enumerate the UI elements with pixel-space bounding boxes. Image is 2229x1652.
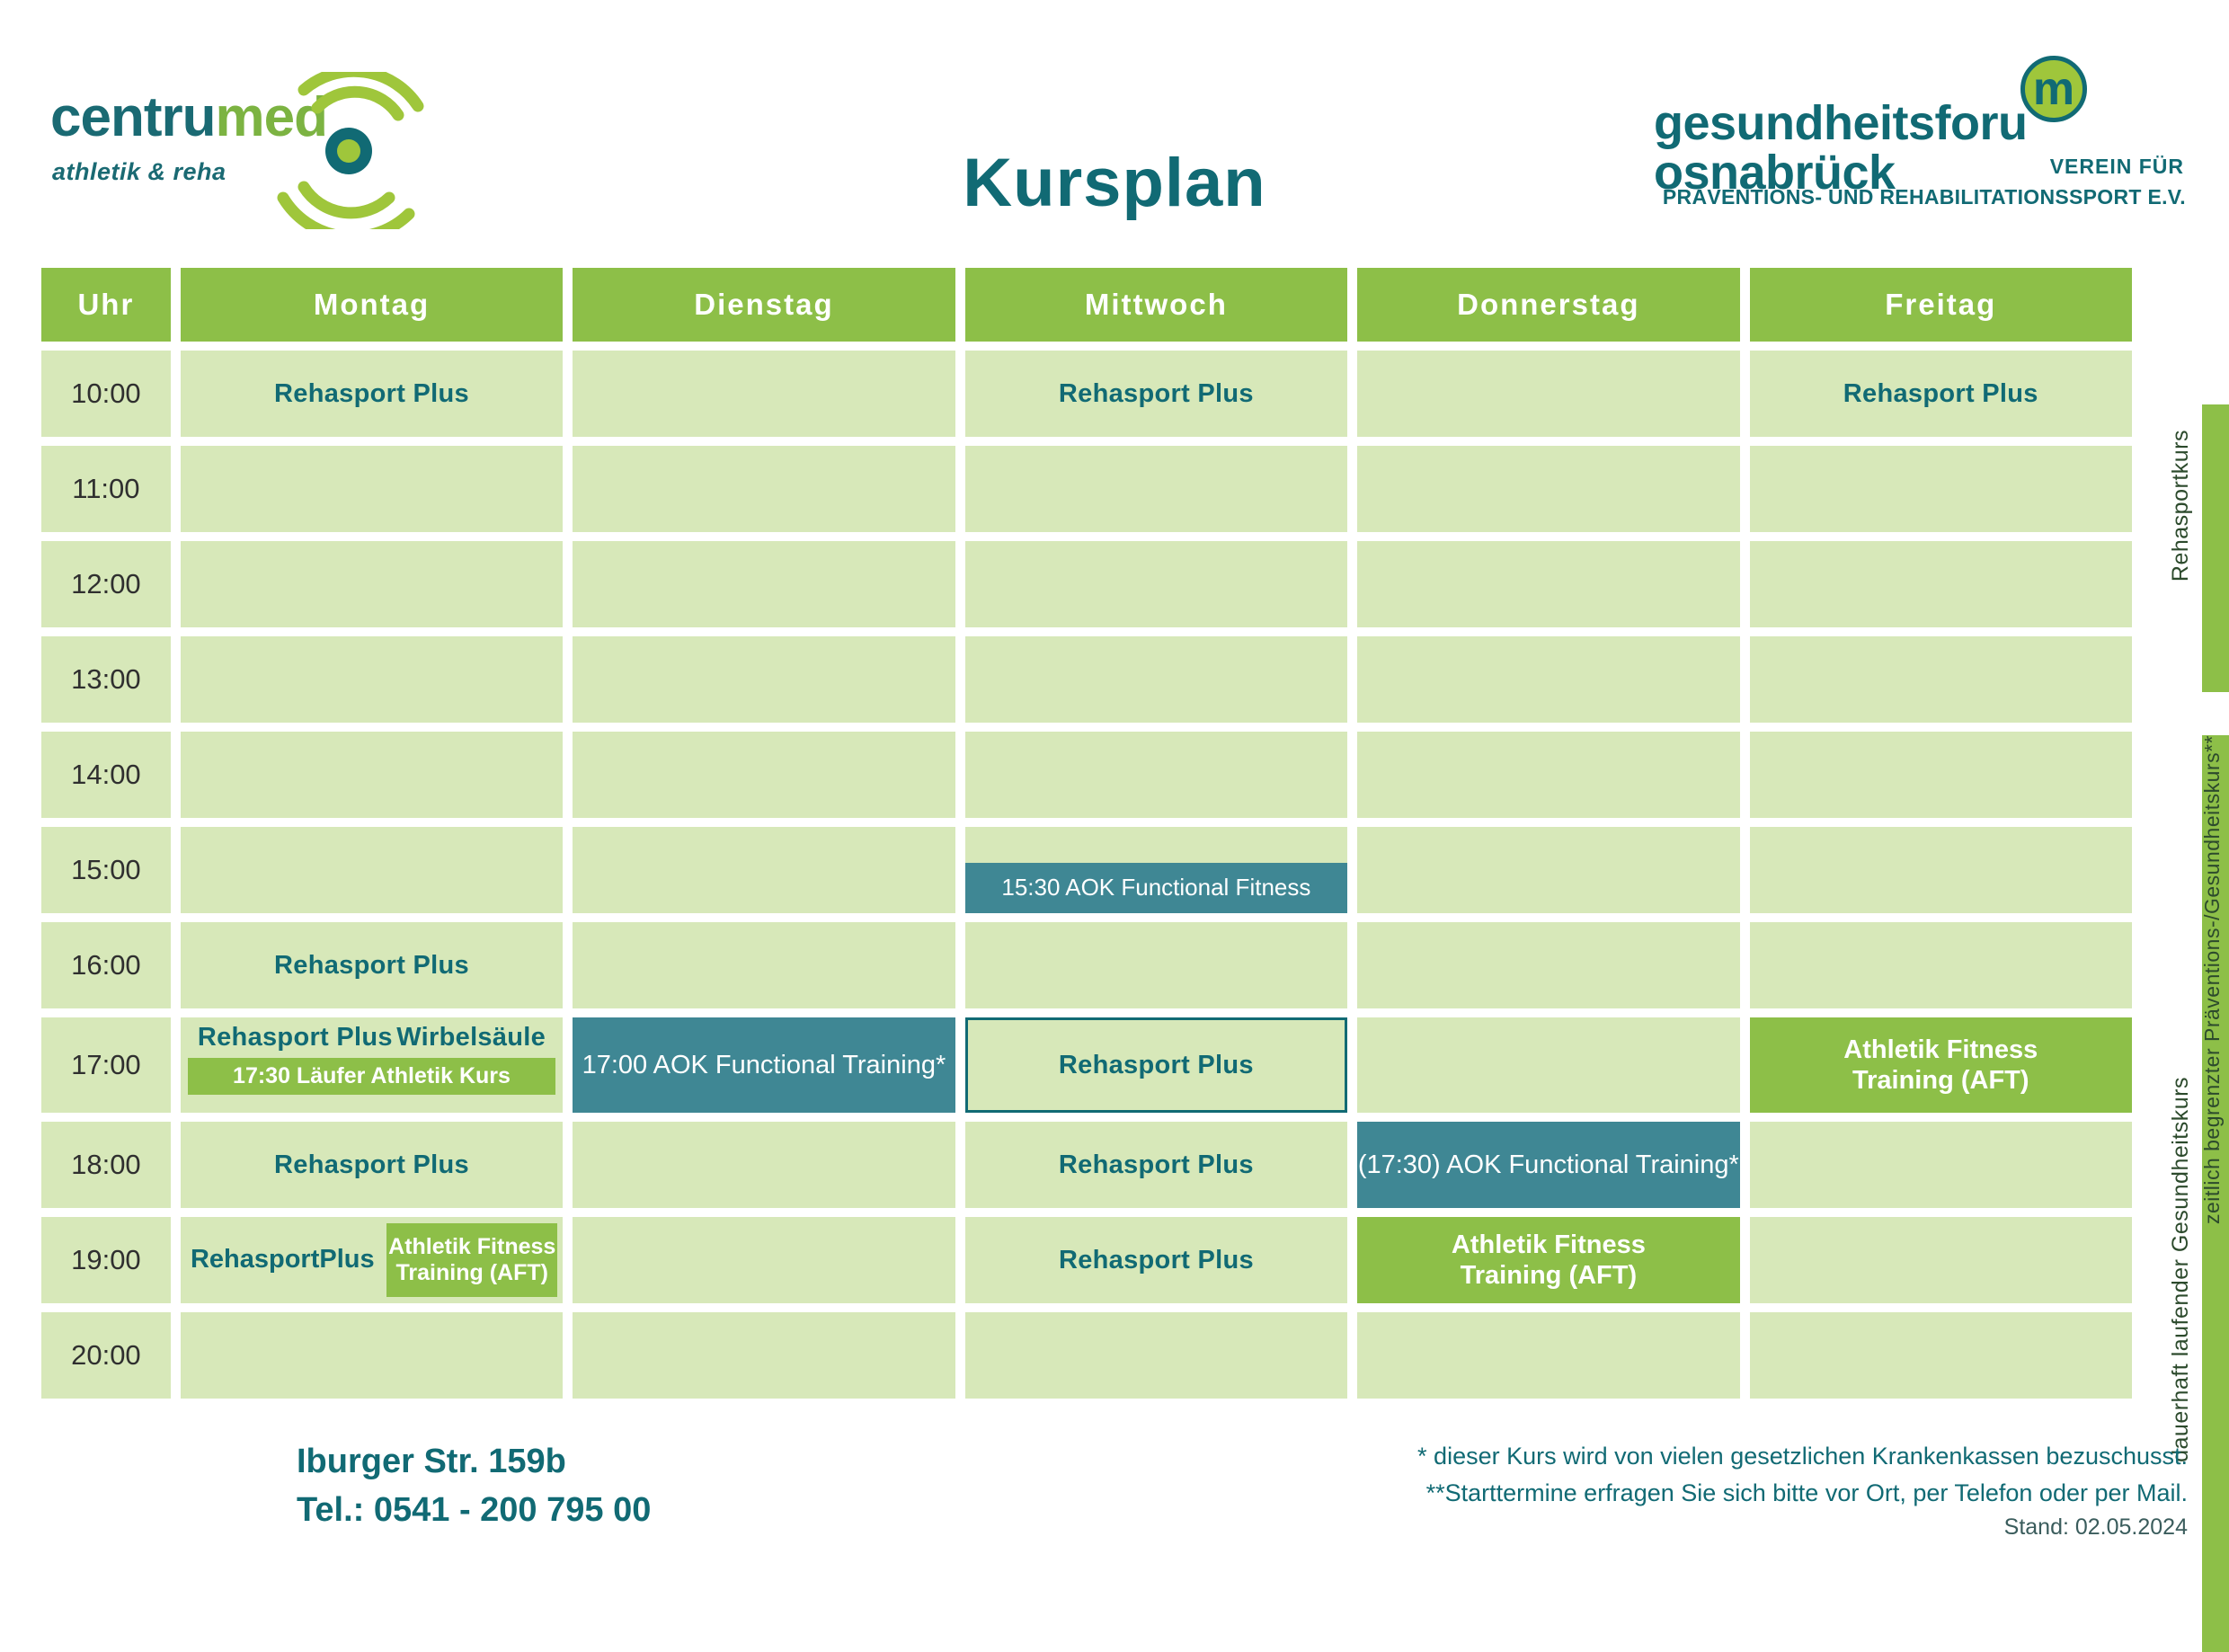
course-label: Rehasport Plus — [274, 950, 469, 980]
slot-mon-1300[interactable] — [181, 636, 563, 723]
gesundheitsforum-logo — [1654, 63, 2193, 209]
column-header-mittwoch: Mittwoch — [965, 268, 1347, 342]
slot-wed-1900[interactable] — [965, 1217, 1347, 1303]
footer-phone: Tel.: 0541 - 200 795 00 — [297, 1490, 652, 1529]
table-row — [41, 351, 2132, 437]
course-label: Rehasport Plus — [197, 1023, 393, 1052]
time-label: 12:00 — [41, 541, 171, 627]
gf-line2: osnabrück — [1654, 146, 1896, 200]
course-label-line2: Training (AFT) — [395, 1260, 548, 1285]
slot-mon-1900[interactable] — [181, 1217, 564, 1303]
slot-mon-1200[interactable] — [181, 541, 563, 627]
slot-thu-1300[interactable] — [1357, 636, 1739, 723]
gf-verein: VEREIN FÜR — [2049, 155, 2184, 178]
footer-address: Iburger Str. 159b — [297, 1443, 566, 1480]
slot-fri-1100[interactable] — [1750, 446, 2132, 532]
slot-tue-1600[interactable] — [573, 922, 955, 1008]
slot-wed-1700[interactable] — [965, 1017, 1348, 1113]
slot-tue-2000[interactable] — [573, 1312, 955, 1399]
time-label: 10:00 — [41, 351, 171, 437]
slot-thu-1900[interactable] — [1357, 1217, 1739, 1303]
schedule-grid — [41, 268, 2132, 1408]
slot-tue-1700[interactable] — [573, 1017, 955, 1113]
slot-fri-1300[interactable] — [1750, 636, 2132, 723]
grid-header-row — [41, 268, 2132, 342]
course-label — [1452, 1230, 1646, 1291]
course-label — [388, 1234, 555, 1287]
slot-wed-1300[interactable] — [965, 636, 1347, 723]
course-label-line1: Rehasport — [190, 1245, 320, 1275]
footer-note-1: * dieser Kurs wird von vielen gesetzlichen Krankenkassen bezuschusst. — [1417, 1443, 2188, 1470]
slot-fri-1500[interactable] — [1750, 827, 2132, 913]
slot-fri-1000[interactable] — [1750, 351, 2132, 437]
slot-fri-1900[interactable] — [1750, 1217, 2132, 1303]
table-row — [41, 446, 2132, 532]
time-label: 18:00 — [41, 1122, 171, 1208]
course-label-line1: Athletik Fitness — [1843, 1035, 2038, 1064]
slot-fri-1600[interactable] — [1750, 922, 2132, 1008]
course-label: Rehasport Plus — [1843, 378, 2038, 408]
slot-wed-1500[interactable] — [965, 827, 1347, 913]
column-header-donnerstag: Donnerstag — [1357, 268, 1739, 342]
time-label: 20:00 — [41, 1312, 171, 1399]
time-label: 13:00 — [41, 636, 171, 723]
course-label-line1: Athletik Fitness — [388, 1233, 556, 1259]
legend — [2150, 268, 2229, 1462]
course-label: Rehasport Plus — [1059, 1245, 1254, 1275]
column-header-montag: Montag — [181, 268, 563, 342]
slot-wed-1400[interactable] — [965, 732, 1347, 818]
table-row — [41, 541, 2132, 627]
slot-mon-1800[interactable] — [181, 1122, 563, 1208]
centrumed-wordmark-part2: med — [215, 86, 327, 148]
footer-stand: Stand: 02.05.2024 — [2003, 1514, 2188, 1540]
course-label-line2: Plus — [319, 1245, 375, 1275]
slot-tue-1000[interactable] — [573, 351, 955, 437]
legend-label-rehasport: Rehasportkurs — [2168, 430, 2193, 582]
course-label — [186, 1245, 379, 1275]
time-label: 16:00 — [41, 922, 171, 1008]
slot-thu-1600[interactable] — [1357, 922, 1739, 1008]
slot-wed-1200[interactable] — [965, 541, 1347, 627]
table-row — [41, 1217, 2132, 1303]
slot-tue-1800[interactable] — [573, 1122, 955, 1208]
slot-wed-1600[interactable] — [965, 922, 1347, 1008]
slot-thu-1200[interactable] — [1357, 541, 1739, 627]
footer-notes — [1417, 1438, 2188, 1545]
course-label: (17:30) AOK Functional Training* — [1357, 1150, 1739, 1179]
column-header-uhr: Uhr — [41, 268, 171, 342]
gf-m-mark: m — [2020, 56, 2087, 122]
course-label: Rehasport Plus — [1058, 1050, 1254, 1079]
centrumed-tagline: athletik & reha — [52, 158, 226, 185]
page-title: Kursplan — [963, 145, 1266, 221]
slot-thu-2000[interactable] — [1357, 1312, 1739, 1399]
legend-label-praevention: zeitlich begrenzter Präventions-/Gesundheitskurs** — [2200, 735, 2224, 1225]
course-label: Rehasport Plus — [274, 1150, 469, 1179]
time-label: 11:00 — [41, 446, 171, 532]
column-header-dienstag: Dienstag — [573, 268, 955, 342]
course-block-aok-functional-fitness[interactable] — [965, 863, 1347, 913]
slot-mon-1500[interactable] — [181, 827, 563, 913]
slot-thu-1400[interactable] — [1357, 732, 1739, 818]
time-label: 17:00 — [41, 1017, 171, 1113]
course-label: Rehasport Plus — [274, 378, 469, 408]
slot-wed-1800[interactable] — [965, 1122, 1347, 1208]
course-block-laeufer-athletik[interactable]: 17:30 Läufer Athletik Kurs — [188, 1058, 555, 1095]
column-header-freitag: Freitag — [1750, 268, 2132, 342]
slot-thu-1800[interactable] — [1357, 1122, 1739, 1208]
slot-tue-1100[interactable] — [573, 446, 955, 532]
course-label: 15:30 AOK Functional Fitness — [1001, 874, 1311, 901]
slot-tue-1900[interactable] — [573, 1217, 955, 1303]
slot-mon-1400[interactable] — [181, 732, 563, 818]
course-label-row — [181, 1023, 563, 1052]
slot-fri-1800[interactable] — [1750, 1122, 2132, 1208]
slot-tue-1500[interactable] — [573, 827, 955, 913]
course-label: 17:00 AOK Functional Training* — [582, 1050, 946, 1079]
time-label: 14:00 — [41, 732, 171, 818]
course-label: Rehasport Plus — [1058, 378, 1254, 408]
slot-fri-1700[interactable] — [1750, 1017, 2132, 1113]
slot-tue-1200[interactable] — [573, 541, 955, 627]
slot-mon-2000[interactable] — [181, 1312, 563, 1399]
time-label: 15:00 — [41, 827, 171, 913]
course-label-suffix: Wirbelsäule — [396, 1023, 546, 1052]
slot-tue-1400[interactable] — [573, 732, 955, 818]
course-label: Rehasport Plus — [1058, 1150, 1254, 1179]
slot-mon-1000[interactable] — [181, 351, 563, 437]
table-row — [41, 1017, 2132, 1113]
footer-contact — [297, 1438, 651, 1535]
legend-label-gesundheitskurs: dauerhaft laufender Gesundheitskurs — [2168, 1077, 2193, 1462]
slot-thu-1000[interactable] — [1357, 351, 1739, 437]
slot-thu-1700[interactable] — [1357, 1017, 1739, 1113]
slot-tue-1300[interactable] — [573, 636, 955, 723]
table-row — [41, 827, 2132, 913]
slot-fri-1400[interactable] — [1750, 732, 2132, 818]
slot-thu-1100[interactable] — [1357, 446, 1739, 532]
slot-fri-2000[interactable] — [1750, 1312, 2132, 1399]
slot-wed-2000[interactable] — [965, 1312, 1347, 1399]
table-row — [41, 1122, 2132, 1208]
course-label-line2: Training (AFT) — [1460, 1261, 1638, 1290]
footer-note-2: **Starttermine erfragen Sie sich bitte vor Ort, per Telefon oder per Mail. — [1425, 1479, 2188, 1506]
legend-bar-rehasport — [2202, 404, 2229, 692]
slot-wed-1100[interactable] — [965, 446, 1347, 532]
course-label-line1: Athletik Fitness — [1451, 1230, 1646, 1259]
slot-mon-1700[interactable] — [181, 1017, 563, 1113]
table-row — [41, 732, 2132, 818]
table-row — [41, 636, 2132, 723]
page-header — [0, 0, 2229, 261]
slot-fri-1200[interactable] — [1750, 541, 2132, 627]
slot-mon-1600[interactable] — [181, 922, 563, 1008]
slot-mon-1100[interactable] — [181, 446, 563, 532]
course-label — [1843, 1035, 2038, 1096]
time-label: 19:00 — [41, 1217, 171, 1303]
table-row — [41, 1312, 2132, 1399]
gf-line1 — [1654, 96, 2193, 150]
course-block-aft[interactable] — [386, 1223, 557, 1297]
slot-wed-1000[interactable] — [965, 351, 1347, 437]
slot-thu-1500[interactable] — [1357, 827, 1739, 913]
gf-line1-text: gesundheitsforu — [1654, 96, 2028, 150]
course-label-line2: Training (AFT) — [1852, 1066, 2029, 1095]
gf-subline: PRÄVENTIONS- UND REHABILITATIONSSPORT E.V. — [1662, 185, 2186, 209]
table-row — [41, 922, 2132, 1008]
centrumed-wordmark-part1: centru — [50, 86, 216, 148]
